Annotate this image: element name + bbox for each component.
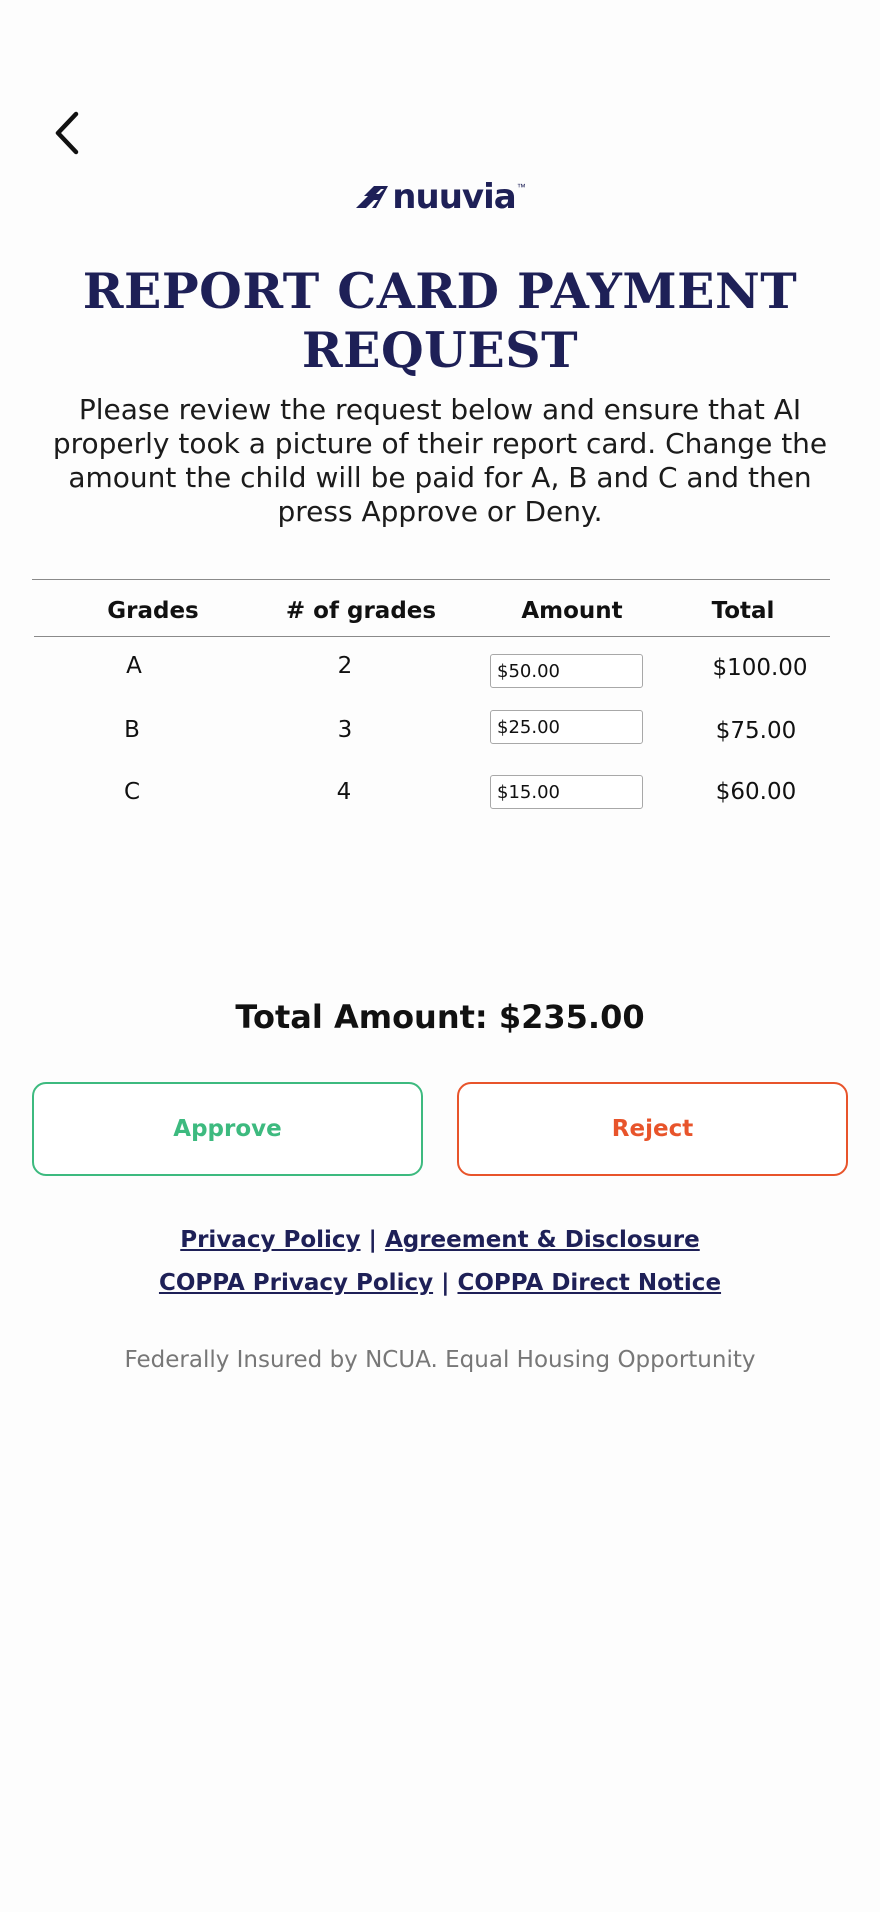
grade-count-cell: 3 xyxy=(337,717,353,743)
link-separator: | xyxy=(441,1270,450,1296)
logo-wordmark: nuuvia xyxy=(392,177,516,217)
amount-input-a[interactable] xyxy=(490,654,643,688)
total-amount: Total Amount: $235.00 xyxy=(235,998,645,1036)
grade-count-cell: 2 xyxy=(337,653,353,679)
back-button[interactable] xyxy=(48,108,92,158)
row-total-cell: $100.00 xyxy=(712,655,808,681)
chevron-left-icon xyxy=(48,108,92,158)
column-header-total: Total xyxy=(711,598,775,624)
grade-count-cell: 4 xyxy=(336,779,352,805)
amount-input-b[interactable] xyxy=(490,710,643,744)
grade-cell: B xyxy=(124,717,140,743)
agreement-disclosure-link[interactable]: Agreement & Disclosure xyxy=(384,1227,700,1253)
coppa-privacy-policy-link[interactable]: COPPA Privacy Policy xyxy=(158,1270,434,1296)
approve-button[interactable]: Approve xyxy=(32,1082,423,1176)
coppa-direct-notice-link[interactable]: COPPA Direct Notice xyxy=(457,1270,722,1296)
amount-input-c[interactable] xyxy=(490,775,643,809)
footer-disclaimer: Federally Insured by NCUA. Equal Housing Opportunity xyxy=(124,1347,756,1373)
page-description: Please review the request below and ensure that AI properly took a picture of their report card. Change the amount the child will be paid for A, B and C and then press Approve or Deny. xyxy=(52,393,828,528)
grade-cell: C xyxy=(123,779,141,805)
column-header-amount: Amount xyxy=(521,598,623,624)
page-title: REPORT CARD PAYMENT REQUEST xyxy=(82,262,798,379)
reject-button[interactable]: Reject xyxy=(457,1082,848,1176)
row-total-cell: $60.00 xyxy=(715,779,797,805)
nuuvia-logo-mark-icon xyxy=(354,184,390,210)
legal-links-row-1 xyxy=(0,1227,880,1253)
grade-cell: A xyxy=(126,653,142,679)
column-header-grades: Grades xyxy=(107,598,199,624)
row-total-cell: $75.00 xyxy=(715,718,797,744)
table-header-divider xyxy=(34,636,830,637)
legal-links-row-2 xyxy=(0,1270,880,1296)
table-top-divider xyxy=(32,579,830,580)
column-header-count: # of grades xyxy=(285,598,437,624)
brand-logo xyxy=(0,177,880,217)
link-separator: | xyxy=(368,1227,377,1253)
logo-trademark: ™ xyxy=(516,182,526,192)
privacy-policy-link[interactable]: Privacy Policy xyxy=(180,1227,361,1253)
